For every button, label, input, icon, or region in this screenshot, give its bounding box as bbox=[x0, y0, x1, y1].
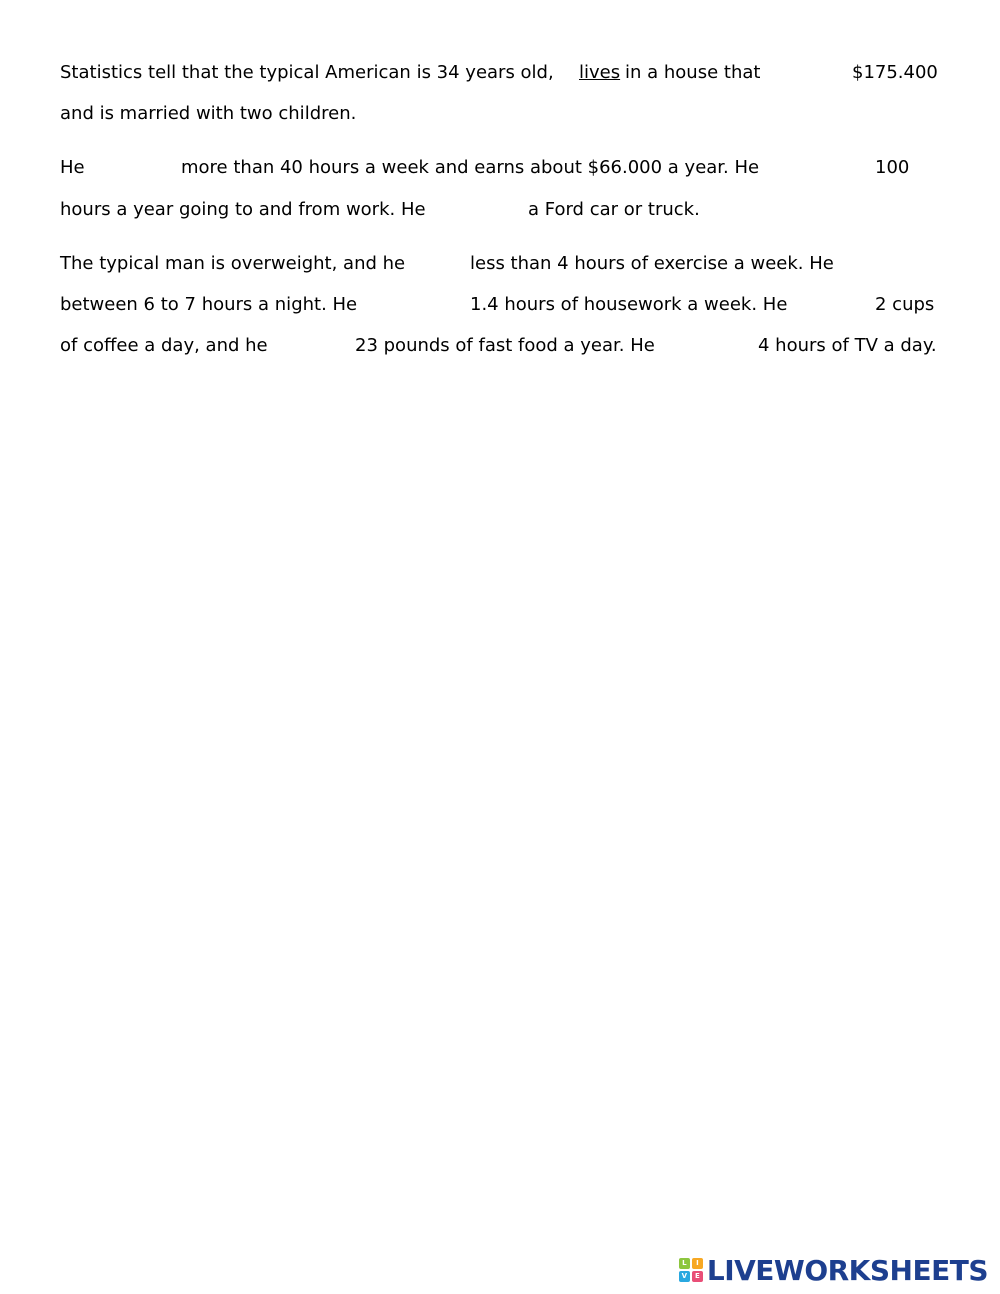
logo-wordmark: LIVEWORKSHEETS bbox=[706, 1253, 988, 1287]
logo-mark-i: I bbox=[692, 1258, 703, 1269]
p2-line2-text-b: a Ford car or truck. bbox=[528, 199, 700, 220]
liveworksheets-logo bbox=[679, 1253, 988, 1287]
p3-line3-text-b: 23 pounds of fast food a year. He bbox=[355, 335, 655, 356]
blank-input-9[interactable] bbox=[276, 335, 352, 357]
p2-line2-text-a: hours a year going to and from work. He bbox=[60, 199, 426, 220]
logo-mark-l: L bbox=[679, 1258, 690, 1269]
p3-line2-text-a: between 6 to 7 hours a night. He bbox=[60, 294, 358, 315]
logo-mark-e: E bbox=[692, 1271, 703, 1282]
p1-line1-text-a: Statistics tell that the typical American is 34 years old, bbox=[60, 62, 554, 83]
p3-line3-text-c: 4 hours of TV a day. bbox=[758, 335, 937, 356]
p3-line3-text-a: of coffee a day, and he bbox=[60, 335, 268, 356]
blank-input-7[interactable] bbox=[363, 294, 467, 316]
p3-line2-text-b: 1.4 hours of housework a week. He bbox=[470, 294, 788, 315]
p1-line1-text-c: $175.400 bbox=[852, 62, 938, 83]
blank-input-3[interactable] bbox=[772, 157, 872, 179]
p3-line1-text-b: less than 4 hours of exercise a week. He bbox=[470, 253, 834, 274]
blank-input-10[interactable] bbox=[670, 335, 756, 357]
liveworksheets-mark-icon bbox=[679, 1258, 703, 1282]
blank-input-5[interactable] bbox=[405, 253, 468, 275]
p2-line1-text-a: He bbox=[60, 157, 85, 178]
p1-line1-text-b: in a house that bbox=[625, 62, 761, 83]
blank-input-2[interactable] bbox=[94, 157, 178, 179]
example-answer-lives: lives bbox=[579, 62, 621, 83]
p1-line2-text-a: and is married with two children. bbox=[60, 103, 357, 124]
p2-line1-text-b: more than 40 hours a week and earns about $66.000 a year. He bbox=[181, 157, 760, 178]
blank-input-1[interactable] bbox=[770, 62, 850, 84]
blank-input-8[interactable] bbox=[790, 294, 873, 316]
p2-line1-text-c: 100 bbox=[875, 157, 910, 178]
p3-line2-text-c: 2 cups bbox=[875, 294, 935, 315]
logo-mark-v: V bbox=[679, 1271, 690, 1282]
p3-line1-text-a: The typical man is overweight, and he bbox=[60, 253, 406, 274]
blank-input-4[interactable] bbox=[430, 199, 526, 221]
